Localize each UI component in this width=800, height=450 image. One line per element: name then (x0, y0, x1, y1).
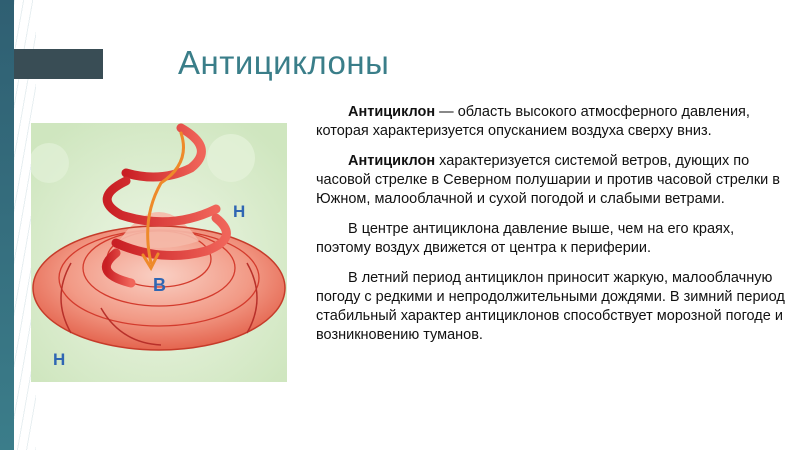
anticyclone-illustration (31, 123, 287, 382)
term-anticyclone: Антициклон (348, 153, 436, 169)
paragraph-seasons: В летний период антициклон приносит жаркую, малооблачную погоду с редкими и непродолжительными дождями. В зимний период стабильный характер антициклонов способствует морозной погоде и возникновению туманов. (316, 270, 785, 343)
side-decor-strip (0, 0, 14, 450)
paragraph-winds: Антициклон характеризуется системой ветров, дующих по часовой стрелке в Северном полушарии и против часовой стрелки в Южном, малооблачной и сухой погодой и слабыми ветрами. (316, 153, 780, 207)
paragraph-pressure: В центре антициклона давление выше, чем на его краях, поэтому воздух движется от центра к периферии. (316, 221, 735, 256)
title-accent-bar (14, 49, 103, 79)
term-anticyclone: Антициклон (348, 104, 436, 120)
label-low-right: Н (233, 202, 246, 221)
paragraph-definition: Антициклон — область высокого атмосферного давления, которая характеризуется опусканием воздуха сверху вниз. (316, 104, 750, 139)
slide-body (316, 103, 791, 356)
label-high-center: В (153, 275, 166, 295)
slide-title: Антициклоны (178, 44, 390, 81)
label-low-left: Н (53, 350, 66, 369)
